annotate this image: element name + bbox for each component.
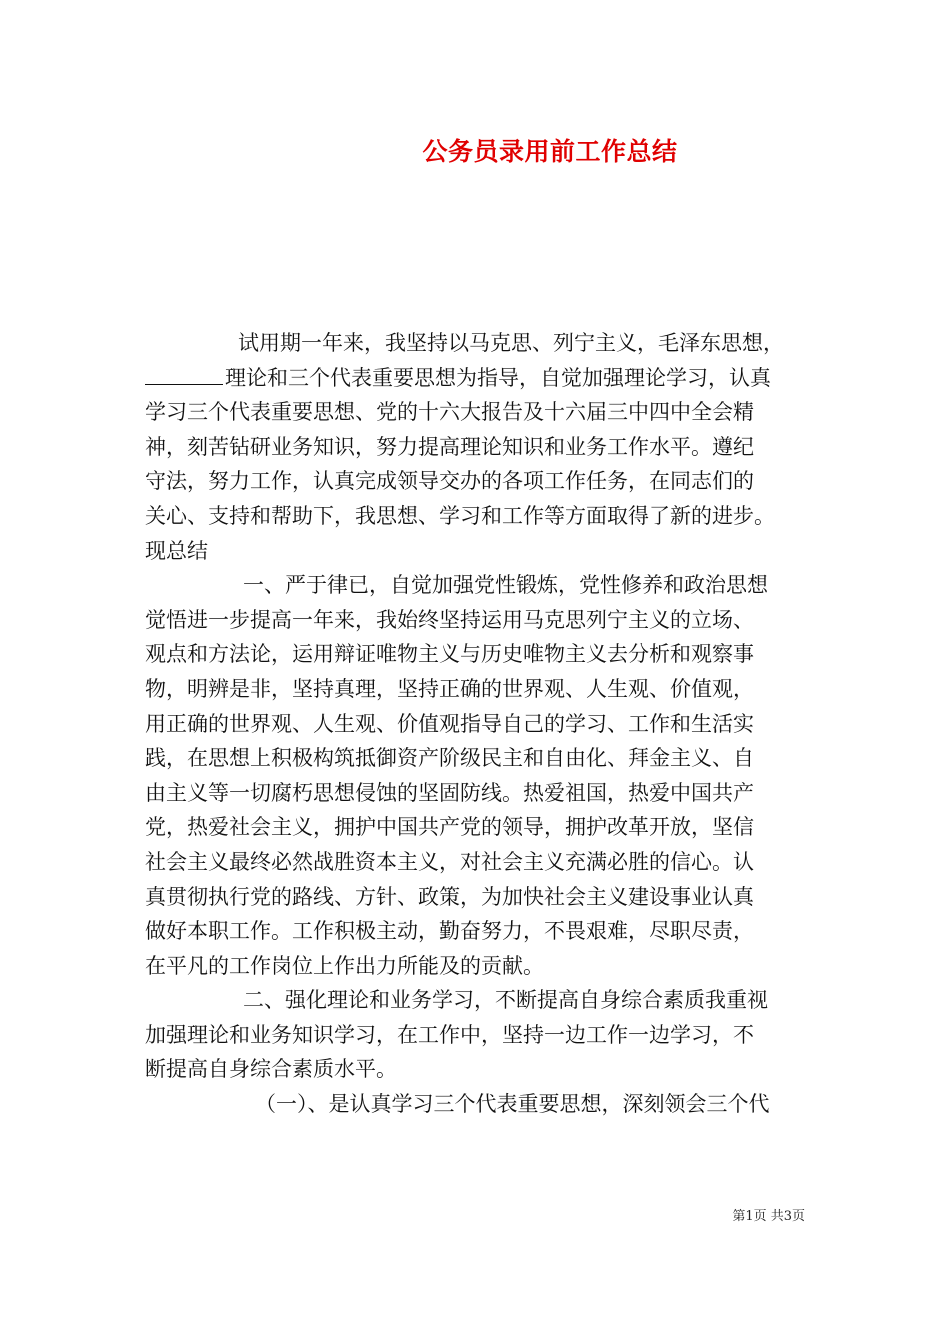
paragraph-subsection-one [145, 1087, 805, 1122]
text-line: 神，刻苦钻研业务知识，努力提高理论知识和业务工作水平。遵纪 [145, 434, 754, 459]
text-line: 加强理论和业务知识学习，在工作中，坚持一边工作一边学习，不 [145, 1022, 754, 1047]
text-line: 关心、支持和帮助下，我思想、学习和工作等方面取得了新的进步。 [145, 503, 775, 528]
text-line: 由主义等一切腐朽思想侵蚀的坚固防线。热爱祖国，热爱中国共产 [145, 780, 754, 805]
text-line: 社会主义最终必然战胜资本主义，对社会主义充满必胜的信心。认 [145, 849, 754, 874]
text-line [145, 361, 805, 396]
text-line: 学习三个代表重要思想、党的十六大报告及十六届三中四中全会精 [145, 400, 754, 425]
fill-in-blank [145, 362, 223, 385]
paragraph-section-two [145, 983, 805, 1087]
text-line: 践，在思想上积极构筑抵御资产阶级民主和自由化、拜金主义、自 [145, 746, 754, 771]
text-line: 真贯彻执行党的路线、方针、政策，为加快社会主义建设事业认真 [145, 884, 754, 909]
text-segment: 理论和三个代表重要思想为指导，自觉加强理论学习，认真 [225, 365, 771, 390]
text-line: 在平凡的工作岗位上作出力所能及的贡献。 [145, 953, 544, 978]
text-line: 试用期一年来，我坚持以马克思、列宁主义，毛泽东思想， [238, 331, 784, 355]
text-line: 物，明辨是非，坚持真理，坚持正确的世界观、人生观、价值观， [145, 676, 754, 701]
document-title: 公务员录用前工作总结 [422, 137, 678, 166]
text-line: 观点和方法论，运用辩证唯物主义与历史唯物主义去分析和观察事 [145, 642, 754, 667]
text-line: 用正确的世界观、人生观、价值观指导自己的学习、工作和生活实 [145, 711, 754, 736]
text-line: 现总结 [145, 538, 208, 563]
text-line: 一、严于律已，自觉加强党性锻炼，党性修养和政治思想 [243, 573, 768, 598]
paragraph-intro [145, 326, 805, 568]
text-line: （一）、是认真学习三个代表重要思想，深刻领会三个代 [255, 1092, 770, 1117]
paragraph-section-one [145, 568, 805, 983]
page-number: 第1页 共3页 [732, 1209, 805, 1224]
text-line: 做好本职工作。工作积极主动，勤奋努力，不畏艰难，尽职尽责， [145, 919, 754, 944]
text-line: 二、强化理论和业务学习，不断提高自身综合素质我重视 [243, 988, 768, 1013]
text-line: 党，热爱社会主义，拥护中国共产党的领导，拥护改革开放，坚信 [145, 815, 754, 840]
text-line: 觉悟进一步提高一年来，我始终坚持运用马克思列宁主义的立场、 [145, 607, 754, 632]
text-line: 守法，努力工作，认真完成领导交办的各项工作任务，在同志们的 [145, 469, 754, 494]
text-line: 断提高自身综合素质水平。 [145, 1057, 397, 1082]
document-body [145, 326, 805, 1122]
